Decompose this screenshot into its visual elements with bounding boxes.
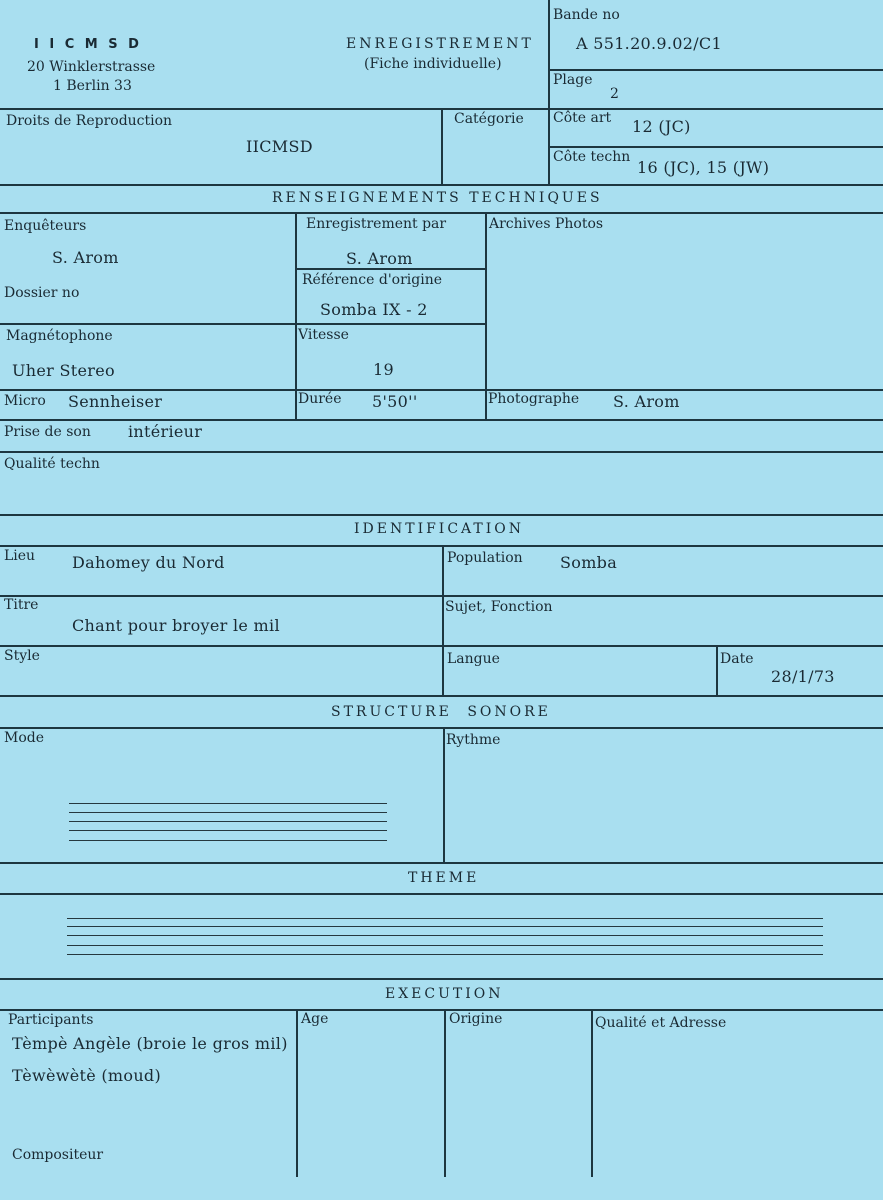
- structure-section-title: STRUCTURE SONORE: [331, 704, 551, 720]
- mode-label: Mode: [4, 730, 45, 746]
- rule: [0, 389, 883, 391]
- archives-photos-label: Archives Photos: [489, 216, 604, 232]
- age-label: Age: [301, 1011, 329, 1027]
- rule: [295, 268, 485, 270]
- rule: [441, 108, 443, 184]
- rule: [0, 1009, 883, 1011]
- rule: [0, 451, 883, 453]
- rule: [0, 862, 883, 864]
- droits-value: IICMSD: [246, 137, 313, 156]
- rule: [591, 1009, 593, 1177]
- date-value: 28/1/73: [771, 667, 835, 686]
- photographe-label: Photographe: [488, 391, 580, 407]
- prise-label: Prise de son: [4, 424, 91, 440]
- rule: [0, 323, 485, 325]
- rule: [443, 727, 445, 862]
- cote-art-label: Côte art: [553, 110, 612, 126]
- identification-section-title: IDENTIFICATION: [354, 521, 524, 537]
- rule: [0, 212, 883, 214]
- org-street: 20 Winklerstrasse: [27, 59, 156, 75]
- dossier-label: Dossier no: [4, 285, 80, 301]
- duree-value: 5'50'': [372, 392, 418, 411]
- plage-value: 2: [610, 86, 619, 102]
- lieu-label: Lieu: [4, 548, 36, 564]
- plage-label: Plage: [553, 72, 593, 88]
- rule: [548, 69, 883, 71]
- rule: [0, 184, 883, 186]
- magnetophone-label: Magnétophone: [6, 328, 113, 344]
- prise-value: intérieur: [128, 422, 203, 441]
- rule: [716, 645, 718, 695]
- org-name: I I C M S D: [34, 37, 139, 52]
- population-value: Somba: [560, 553, 618, 572]
- titre-value: Chant pour broyer le mil: [72, 616, 280, 635]
- participant-item: Tèwèwètè (moud): [12, 1066, 162, 1085]
- participants-label: Participants: [8, 1012, 94, 1028]
- qualite-adresse-label: Qualité et Adresse: [595, 1015, 727, 1031]
- style-label: Style: [4, 648, 40, 664]
- enqueteurs-label: Enquêteurs: [4, 218, 87, 234]
- rythme-label: Rythme: [446, 732, 501, 748]
- micro-label: Micro: [4, 393, 46, 409]
- langue-label: Langue: [447, 651, 500, 667]
- bande-value: A 551.20.9.02/C1: [576, 34, 722, 53]
- titre-label: Titre: [4, 597, 39, 613]
- reference-label: Référence d'origine: [302, 272, 443, 288]
- date-label: Date: [720, 651, 754, 667]
- sujet-label: Sujet, Fonction: [445, 599, 553, 615]
- duree-label: Durée: [298, 391, 342, 407]
- cote-techn-value: 16 (JC), 15 (JW): [637, 158, 770, 177]
- qualite-techn-label: Qualité techn: [4, 456, 100, 472]
- rule: [295, 212, 297, 419]
- execution-section-title: EXECUTION: [385, 986, 504, 1002]
- cote-techn-label: Côte techn: [553, 149, 631, 165]
- theme-section-title: THEME: [408, 870, 480, 886]
- vitesse-label: Vitesse: [298, 327, 349, 343]
- rule: [296, 1009, 298, 1177]
- photographe-value: S. Arom: [613, 392, 680, 411]
- enregistrement-par-value: S. Arom: [346, 249, 413, 268]
- categorie-label: Catégorie: [454, 111, 524, 127]
- micro-value: Sennheiser: [68, 392, 163, 411]
- form-subtitle: (Fiche individuelle): [364, 56, 502, 72]
- magnetophone-value: Uher Stereo: [12, 361, 115, 380]
- reference-value: Somba IX - 2: [320, 300, 428, 319]
- form-title: ENREGISTREMENT: [346, 36, 534, 52]
- rule: [0, 727, 883, 729]
- rule: [0, 514, 883, 516]
- droits-label: Droits de Reproduction: [6, 113, 173, 129]
- compositeur-label: Compositeur: [12, 1147, 104, 1163]
- rule: [0, 695, 883, 697]
- enqueteurs-value: S. Arom: [52, 248, 119, 267]
- cote-art-value: 12 (JC): [632, 117, 691, 136]
- rule: [0, 978, 883, 980]
- rule: [548, 0, 550, 184]
- participant-item: Tèmpè Angèle (broie le gros mil): [12, 1034, 288, 1053]
- rule: [442, 545, 444, 695]
- enregistrement-par-label: Enregistrement par: [306, 216, 447, 232]
- vitesse-value: 19: [373, 360, 394, 379]
- org-city: 1 Berlin 33: [53, 78, 132, 94]
- population-label: Population: [447, 550, 523, 566]
- rule: [548, 146, 883, 148]
- rule: [0, 419, 883, 421]
- technique-section-title: RENSEIGNEMENTS TECHNIQUES: [272, 190, 603, 206]
- rule: [485, 212, 487, 419]
- bande-label: Bande no: [553, 7, 620, 23]
- lieu-value: Dahomey du Nord: [72, 553, 225, 572]
- rule: [0, 893, 883, 895]
- origine-label: Origine: [449, 1011, 503, 1027]
- rule: [444, 1009, 446, 1177]
